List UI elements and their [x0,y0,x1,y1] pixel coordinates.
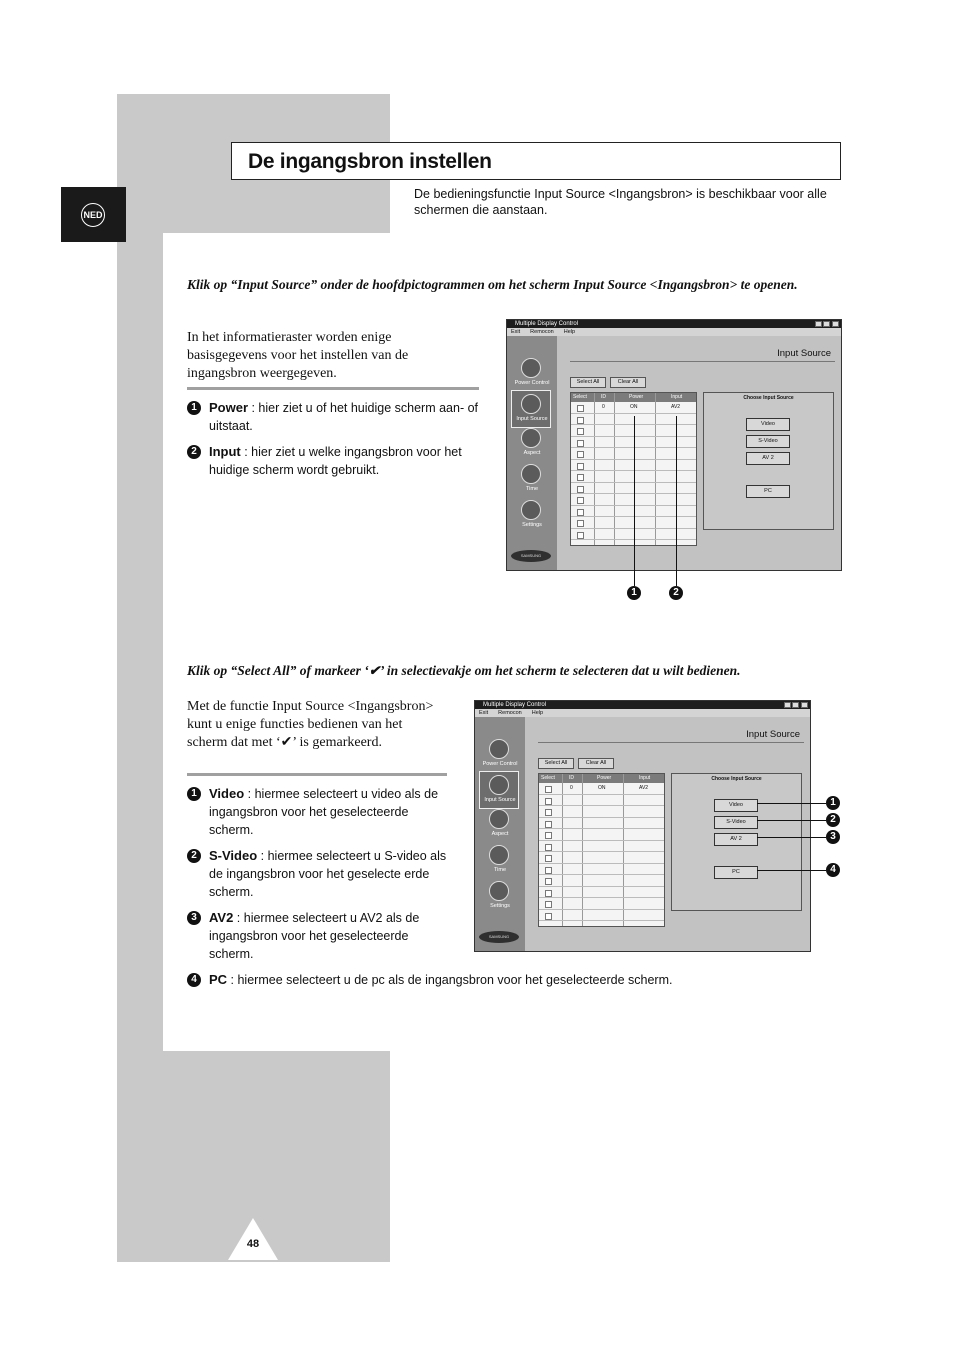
callout-marker: 4 [826,863,840,877]
section2-item-av2 [187,909,449,963]
table-row[interactable] [539,910,664,922]
table-row[interactable] [539,875,664,887]
callout-marker: 1 [826,796,840,810]
choose-source-panel [671,773,802,911]
video-button[interactable]: Video [714,799,758,812]
select-checkbox[interactable] [545,901,552,908]
table-row[interactable] [539,783,664,795]
item-term: Input [209,444,241,459]
column-input: Input [639,775,651,781]
leader-line [757,837,826,838]
section2-divider [187,773,447,776]
samsung-logo: SAMSUNG [479,931,519,943]
menu-bar [475,709,810,717]
select-checkbox[interactable] [545,844,552,851]
select-checkbox[interactable] [577,532,584,539]
section1-item-input [187,443,482,479]
sidebar-label: Time [525,486,539,492]
column-power: Power [597,775,612,781]
section1-instruction: Klik op “Input Source” onder de hoofdpictogrammen om het scherm Input Source <Ingangsbron> te openen. [187,277,798,292]
samsung-logo: SAMSUNG [511,550,551,562]
pc-button[interactable]: PC [714,866,758,879]
select-checkbox[interactable] [545,832,552,839]
close-icon[interactable] [801,702,808,708]
settings-icon[interactable] [521,500,541,520]
callout-marker: 3 [826,830,840,844]
minimize-icon[interactable] [815,321,822,327]
item-desc: : hiermee selecteert u AV2 als de ingangsbron voor het geselecteerde scherm. [209,911,420,961]
av2-button[interactable]: AV 2 [746,452,790,465]
leader-line [757,820,826,821]
cell-id: 0 [570,785,573,791]
sidebar-label: Input Source [484,797,516,803]
leader-line [757,803,826,804]
page-number: 48 [246,1238,260,1250]
table-row[interactable] [539,818,664,830]
item-number: 1 [187,401,201,415]
item-term: S-Video [209,848,258,863]
cell-power: ON [630,404,638,410]
table-row[interactable] [539,806,664,818]
cell-power: ON [598,785,606,791]
main-panel [557,336,841,570]
item-desc: : hier ziet u welke ingangsbron voor het huidige scherm wordt gebruikt. [209,445,462,477]
table-row[interactable] [571,402,696,414]
clear-all-button[interactable]: Clear All [578,758,614,769]
app-window-1 [506,319,842,571]
select-checkbox[interactable] [577,417,584,424]
sidebar [507,336,557,570]
item-desc: : hiermee selecteert u video als de ingangsbron voor het geselecteerde scherm. [209,787,439,837]
table-row[interactable] [539,852,664,864]
sidebar-label: Input Source [516,416,548,422]
column-select: Select [541,775,555,781]
select-checkbox[interactable] [577,451,584,458]
table-row[interactable] [539,898,664,910]
select-checkbox[interactable] [577,497,584,504]
section1-item-power [187,399,482,435]
sidebar-label: Power Control [482,761,518,767]
section2-instruction: Klik op “Select All” of markeer ‘✔’ in selectievakje om het scherm te selecteren dat u wilt bedienen. [187,663,741,678]
column-power: Power [629,394,644,400]
table-row[interactable] [539,864,664,876]
choose-source-panel [703,392,834,530]
select-checkbox[interactable] [545,913,552,920]
menu-exit[interactable]: Exit [511,329,521,335]
item-term: Video [209,786,245,801]
item-number: 2 [187,445,201,459]
sidebar-label: Time [493,867,507,873]
section1-divider [187,387,479,390]
select-checkbox[interactable] [577,474,584,481]
select-checkbox[interactable] [545,786,552,793]
leader-line [676,416,677,586]
maximize-icon[interactable] [823,321,830,327]
language-tab [61,187,126,242]
sidebar-label: Aspect [491,831,509,837]
select-checkbox[interactable] [577,428,584,435]
video-button[interactable]: Video [746,418,790,431]
av2-button[interactable]: AV 2 [714,833,758,846]
table-row[interactable] [539,887,664,899]
item-term: PC [209,972,228,987]
select-all-button[interactable]: Select All [538,758,574,769]
select-checkbox[interactable] [577,520,584,527]
choose-title: Choose Input Source [711,776,762,782]
column-id: ID [569,775,574,781]
select-checkbox[interactable] [577,509,584,516]
time-icon[interactable] [521,464,541,484]
select-checkbox[interactable] [545,855,552,862]
table-row[interactable] [539,829,664,841]
clear-all-button[interactable]: Clear All [610,377,646,388]
leader-line [757,870,826,871]
minimize-icon[interactable] [784,702,791,708]
menu-exit[interactable]: Exit [479,710,489,716]
select-checkbox[interactable] [545,798,552,805]
app-window-2 [474,700,811,952]
page-title: De ingangsbron instellen [248,150,492,173]
section2-item-pc [187,971,807,989]
select-checkbox[interactable] [545,809,552,816]
time-icon[interactable] [489,845,509,865]
select-checkbox[interactable] [545,890,552,897]
input-source-icon[interactable] [521,394,541,414]
bg-panel-left [117,233,163,1051]
table-row[interactable] [539,841,664,853]
item-number: 4 [187,973,201,987]
sidebar-label: Power Control [514,380,550,386]
item-term: AV2 [209,910,234,925]
item-number: 2 [187,849,201,863]
aspect-icon[interactable] [489,809,509,829]
power-control-icon[interactable] [521,358,541,378]
pc-button[interactable]: PC [746,485,790,498]
item-desc: : hier ziet u of het huidige scherm aan- of uitstaat. [209,401,479,433]
input-source-icon[interactable] [489,775,509,795]
menu-remocon[interactable]: Remocon [498,710,522,716]
sidebar [475,717,525,951]
s-video-button[interactable]: S-Video [714,816,758,829]
language-label: NED [81,203,105,227]
settings-icon[interactable] [489,881,509,901]
item-number: 1 [187,787,201,801]
select-checkbox[interactable] [577,486,584,493]
cell-id: 0 [602,404,605,410]
item-term: Power [209,400,249,415]
cell-input: AV2 [639,785,649,791]
menu-help[interactable]: Help [563,329,576,335]
callout-marker: 2 [826,813,840,827]
window-titlebar [475,701,810,709]
intro-text: De bedieningsfunctie Input Source <Ingangsbron> is beschikbaar voor alle schermen die aanstaan. [414,187,827,217]
panel-header: Input Source [777,348,831,359]
item-number: 3 [187,911,201,925]
info-grid [538,773,665,927]
window-title: Multiple Display Control [483,702,547,708]
column-input: Input [671,394,683,400]
callout-marker: 1 [627,586,641,600]
table-row[interactable] [539,795,664,807]
grid-header [539,774,664,783]
title-box [231,142,841,180]
leader-line [634,416,635,586]
select-all-button[interactable]: Select All [570,377,606,388]
choose-title: Choose Input Source [743,395,794,401]
select-checkbox[interactable] [545,878,552,885]
window-title: Multiple Display Control [515,321,579,327]
select-checkbox[interactable] [577,440,584,447]
section2-item-s-video [187,847,449,901]
column-select: Select [573,394,587,400]
section1-body: In het informatieraster worden enige basisgegevens voor het instellen van de ingangsbron weergegeven. [187,330,409,381]
header-divider [538,742,804,743]
select-checkbox[interactable] [577,405,584,412]
select-checkbox[interactable] [577,463,584,470]
close-icon[interactable] [832,321,839,327]
section2-item-video [187,785,449,839]
menu-remocon[interactable]: Remocon [530,329,554,335]
header-divider [570,361,835,362]
cell-input: AV2 [671,404,681,410]
menu-bar [507,328,841,336]
item-desc: : hiermee selecteert u S-video als de ingangsbron voor het geselecte erde scherm. [209,849,447,899]
aspect-icon[interactable] [521,428,541,448]
select-checkbox[interactable] [545,821,552,828]
section2-body: Met de functie Input Source <Ingangsbron> kunt u enige functies bedienen van het scherm dat met ‘✔’ is gemarkeerd. [187,699,434,750]
main-panel [525,717,810,951]
select-checkbox[interactable] [545,867,552,874]
column-id: ID [601,394,606,400]
callout-marker: 2 [669,586,683,600]
s-video-button[interactable]: S-Video [746,435,790,448]
maximize-icon[interactable] [792,702,799,708]
menu-help[interactable]: Help [531,710,544,716]
sidebar-label: Aspect [523,450,541,456]
sidebar-label: Settings [490,903,510,909]
panel-header: Input Source [746,729,800,740]
window-titlebar [507,320,841,328]
power-control-icon[interactable] [489,739,509,759]
sidebar-label: Settings [522,522,542,528]
item-desc: : hiermee selecteert u de pc als de ingangsbron voor het geselecteerde scherm. [227,973,673,987]
grid-header [571,393,696,402]
